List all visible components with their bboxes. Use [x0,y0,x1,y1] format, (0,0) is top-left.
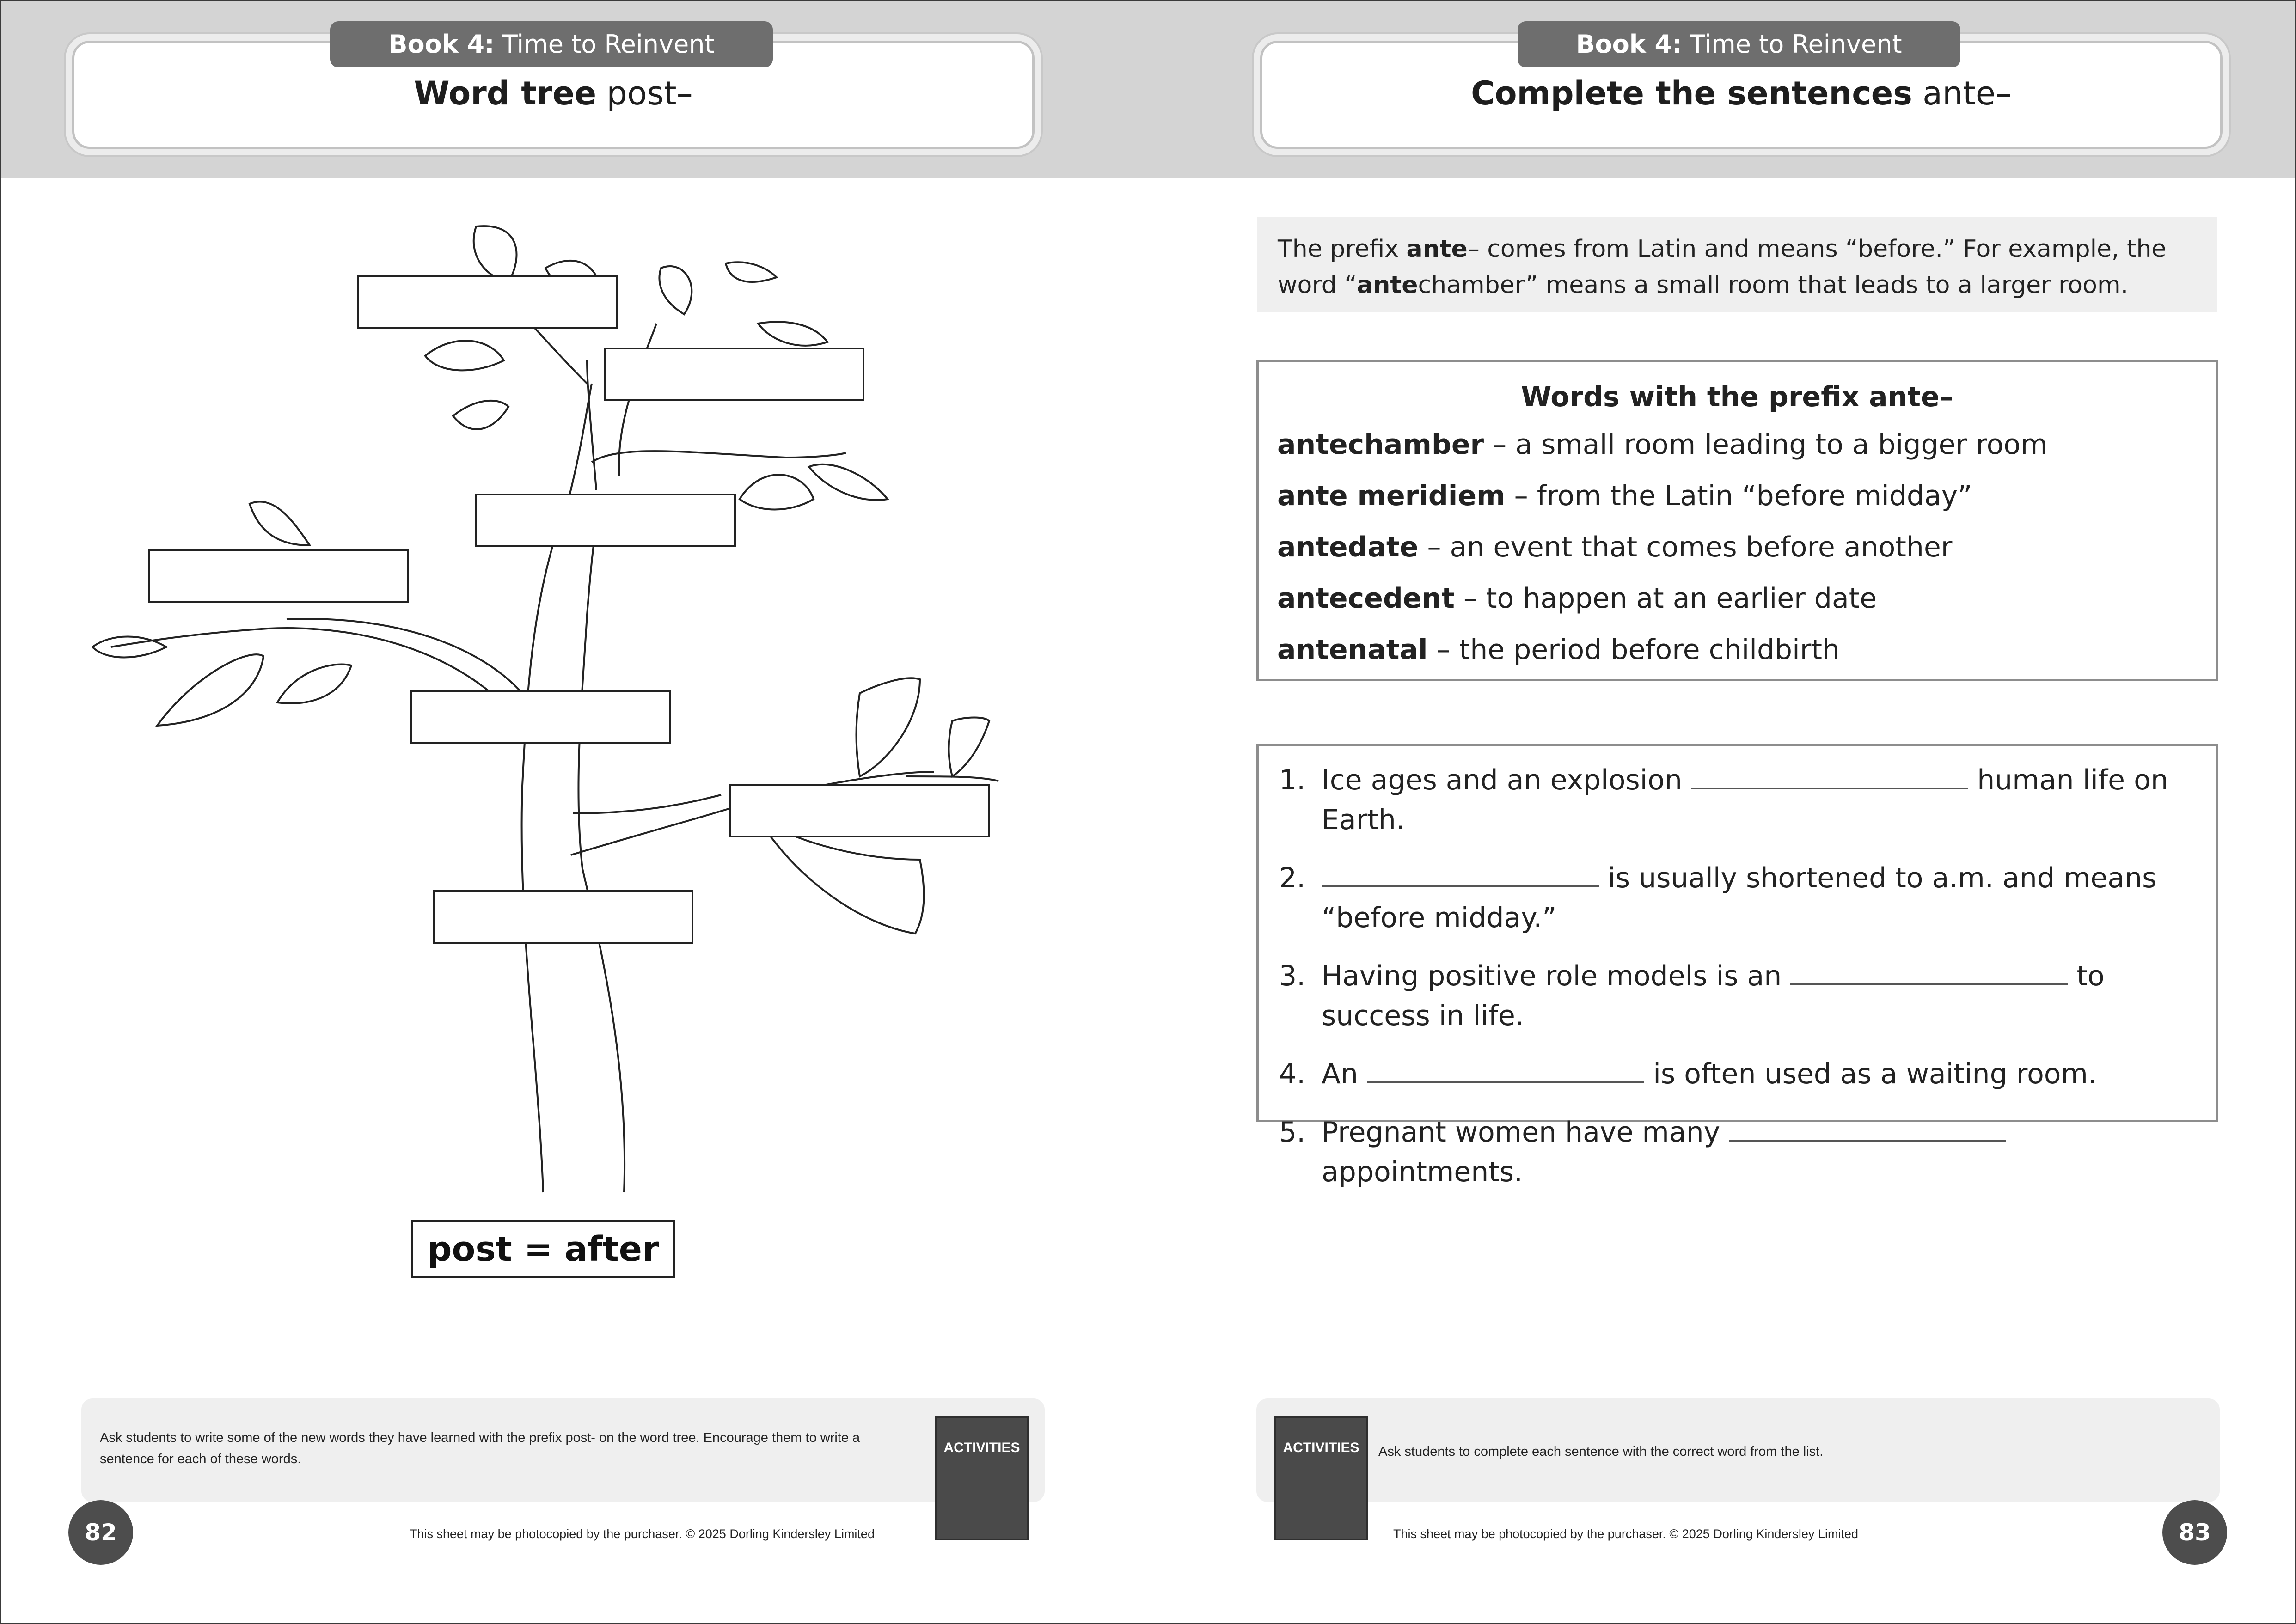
word-list-item: antenatal – the period before childbirth [1277,634,1840,666]
answer-blank-3[interactable] [1790,966,2068,985]
copyright-right: This sheet may be photocopied by the purchaser. © 2025 Dorling Kindersley Limited [1393,1527,1858,1541]
page-number-right: 83 [2162,1500,2227,1565]
word-box-6[interactable] [729,784,990,837]
page-title-left: Word tree post– [414,74,693,112]
word-list-item: antecedent – to happen at an earlier date [1277,582,1877,615]
book-cover-thumbnail-left: ACTIVITIES [937,1418,1027,1539]
answer-blank-2[interactable] [1322,868,1599,887]
word-list-title: Words with the prefix ante– [1521,381,1953,413]
word-box-5[interactable] [410,690,671,744]
teacher-note-left: Ask students to write some of the new words they have learned with the prefix post- on the word tree. Encourage them to write a sentence for each of these words. [81,1398,1045,1502]
word-box-7[interactable] [433,890,693,944]
tree-root-label: post = after [411,1220,675,1278]
teacher-note-right: Ask students to complete each sentence with the correct word from the list. [1256,1398,2220,1502]
word-list-item: antedate – an event that comes before another [1277,531,1953,563]
answer-blank-1[interactable] [1691,770,1968,789]
word-box-4[interactable] [148,549,409,603]
copyright-left: This sheet may be photocopied by the purchaser. © 2025 Dorling Kindersley Limited [410,1527,875,1541]
page-number-left: 82 [68,1500,133,1565]
sentence-2: 2. is usually shortened to a.m. and means “before midday.” [1279,862,2157,934]
sentence-5: 5. Pregnant women have many appointments. [1279,1112,2197,1192]
answer-blank-4[interactable] [1367,1064,1644,1083]
word-list-box [1256,360,2218,681]
word-box-3[interactable] [475,494,736,547]
book-cover-thumbnail-right: ACTIVITIES [1276,1418,1366,1539]
page-title-right: Complete the sentences ante– [1471,74,2012,112]
sentences-box [1256,744,2218,1188]
sentence-3: 3. Having positive role models is an to success in life. [1279,960,2105,1032]
word-box-1[interactable] [357,275,618,329]
sentence-4: 4. An is often used as a waiting room. [1279,1058,2097,1090]
answer-blank-5[interactable] [1729,1122,2006,1142]
book-tab-right: Book 4: Time to Reinvent [1518,21,1960,67]
word-box-2[interactable] [604,348,864,401]
word-list-item: ante meridiem – from the Latin “before midday” [1277,480,1972,512]
prefix-intro: The prefix ante– comes from Latin and means “before.” For example, the word “antechamber” means a small room that leads to a larger room. [1257,217,2217,312]
book-tab-left: Book 4: Time to Reinvent [330,21,773,67]
sentence-1: 1. Ice ages and an explosion human life on Earth. [1279,764,2168,836]
word-list-item: antechamber – a small room leading to a bigger room [1277,428,2048,461]
